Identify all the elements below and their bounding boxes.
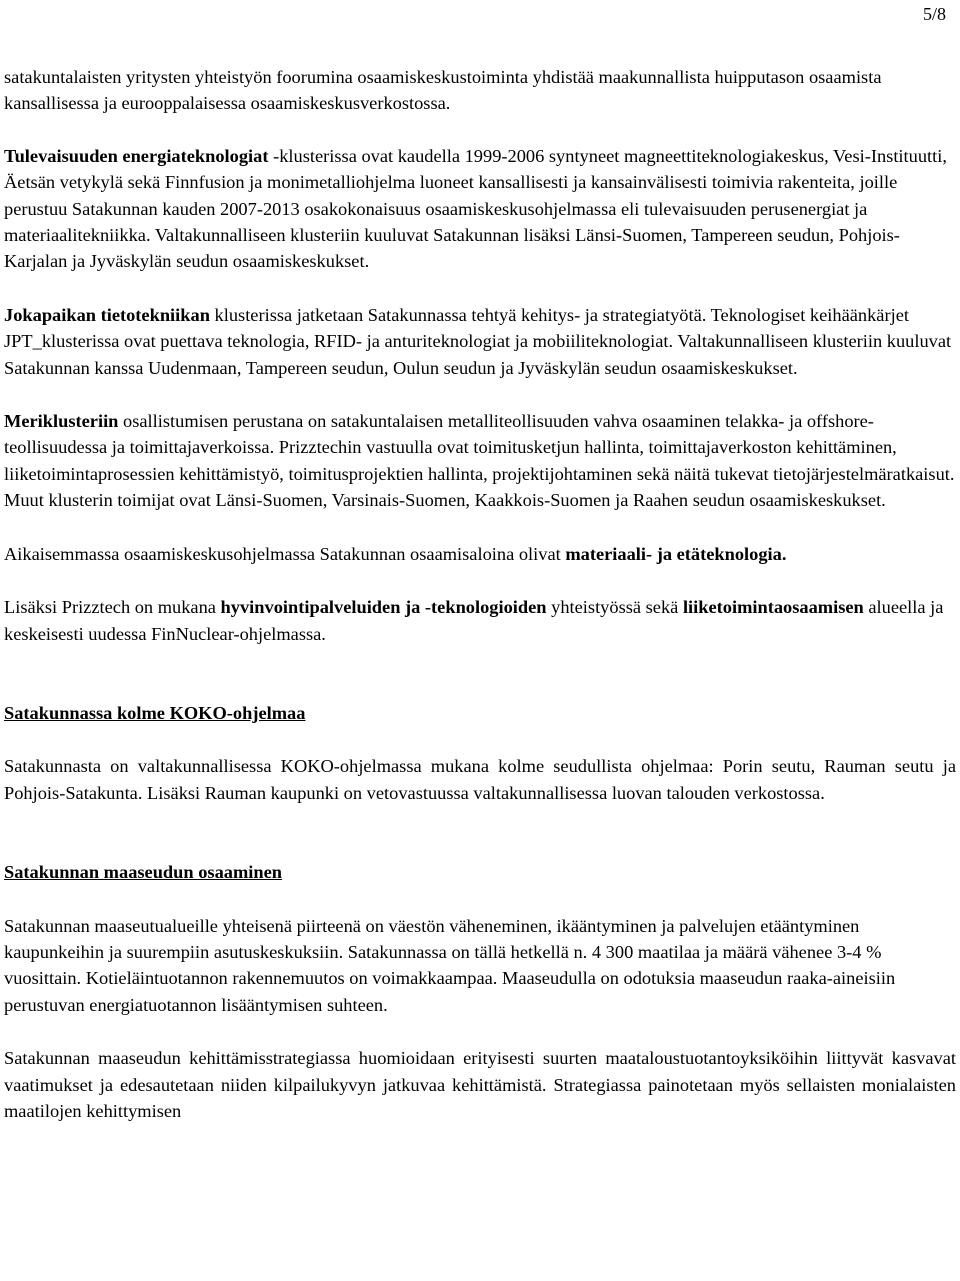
paragraph-prizztech [4,594,956,647]
section-heading-koko-ohjelma: Satakunnassa kolme KOKO-ohjelmaa [4,702,306,723]
paragraph-aikaisempi-text: Aikaisemmassa osaamiskeskusohjelmassa Satakunnan osaamisaloina olivat [4,543,566,564]
term-tietotekniikka: Jokapaikan tietotekniikan [4,304,210,325]
term-hyvinvointipalvelut: hyvinvointipalveluiden ja -teknologioiden [220,597,547,618]
paragraph-maaseutu-2: Satakunnan maaseudun kehittämisstrategiassa huomioidaan erityisesti suurten maataloustuotantoyksiköihin liittyvät kasvavat vaatimukset ja edesautetaan niiden kilpailukyvyn jatkuvaa kehittämistä. Strategiassa painotetaan myös sellaisten monialaisten maatilojen kehittymisen [4,1048,956,1121]
term-energiateknologiat: Tulevaisuuden energiateknologiat [4,145,269,166]
paragraph-tietotekniikka-text: klusterissa jatketaan Satakunnassa tehtyä kehitys- ja strategiatyötä. Teknologiset keihäänkärjet JPT_klusterissa ovat puettava teknologia, RFID- ja anturiteknologiat ja mobiiliteknologiat. Valtakunnalliseen klusteriin kuuluvat Satakunnan kanssa Uudenmaan, Tampereen seudun, Oulun seudun ja Jyväskylän seudun osaamiskeskukset. [4,304,952,378]
paragraph-maaseutu-1: Satakunnan maaseutualueille yhteisenä piirteenä on väestön väheneminen, ikääntyminen ja palvelujen etääntyminen kaupunkeihin ja suurempiin asutuskeskuksiin. Satakunnassa on tällä hetkellä n. 4 300 maatilaa ja määrä vähenee 3-4 % vuosittain. Kotieläintuotannon rakennemuutos on voimakkaampaa. Maaseudulla on odotuksia maaseudun raaka-aineisiin perustuvan energiatuotannon lisääntymisen suhteen. [4,915,896,1015]
document-body [4,64,956,1124]
paragraph-prizztech-text-3: alueella ja keskeisesti uudessa FinNuclear-ohjelmassa. [4,597,944,644]
paragraph-osaamiskeskustoiminta: satakuntalaisten yritysten yhteistyön foorumina osaamiskeskustoiminta yhdistää maakunnallista huipputason osaamista kansallisessa ja eurooppalaisessa osaamiskeskusverkostossa. [4,67,882,114]
page-number: 5/8 [922,4,946,24]
term-materiaali-etateknologia: materiaali- ja etäteknologia. [565,543,787,564]
paragraph-prizztech-text-2: yhteistyössä sekä [546,597,683,618]
section-heading-maaseutu: Satakunnan maaseudun osaaminen [4,862,283,883]
paragraph-koko-ohjelma: Satakunnasta on valtakunnallisessa KOKO-ohjelmassa mukana kolme seudullista ohjelmaa: Porin seutu, Rauman seutu ja Pohjois-Satakunta. Lisäksi Rauman kaupunki on vetovastuussa valtakunnallisessa luovan talouden verkostossa. [4,756,956,803]
paragraph-prizztech-text-1: Lisäksi Prizztech on mukana [4,597,221,618]
paragraph-aikaisempi-ohjelma [4,541,956,567]
paragraph-tietotekniikka [4,302,956,381]
term-liiketoimintaosaaminen: liiketoimintaosaamisen [682,597,864,618]
paragraph-meriklusteri [4,408,956,514]
paragraph-energiateknologiat [4,143,956,275]
term-meriklusteri: Meriklusteriin [4,411,119,432]
paragraph-energiateknologiat-text: -klusterissa ovat kaudella 1999-2006 syntyneet magneettiteknologiakeskus, Vesi-Instituutti, Äetsän vetykylä sekä Finnfusion ja monimetalliohjelma luoneet kansallisesti ja kansainvälisesti toimivia rakenteita, joille perustuu Satakunnan kauden 2007-2013 osakokonaisuus osaamiskeskusohjelmassa eli tulevaisuuden perusenergiat ja materiaalitekniikka. Valtakunnalliseen klusteriin kuuluvat Satakunnan lisäksi Länsi-Suomen, Tampereen seudun, Pohjois-Karjalan ja Jyväskylän seudun osaamiskeskukset. [4,145,947,272]
paragraph-meriklusteri-text: osallistumisen perustana on satakuntalaisen metalliteollisuuden vahva osaaminen telakka- ja offshore-teollisuudessa ja toimittajaverkoissa. Prizztechin vastuulla ovat toimitusketjun hallinta, toimittajaverkoston kehittäminen, liiketoimintaprosessien kehittämistyö, toimitusprojektien hallinta, projektijohtaminen sekä näitä tukevat tietojärjestelmäratkaisut. Muut klusterin toimijat ovat Länsi-Suomen, Varsinais-Suomen, Kaakkois-Suomen ja Raahen seudun osaamiskeskukset. [4,411,955,511]
